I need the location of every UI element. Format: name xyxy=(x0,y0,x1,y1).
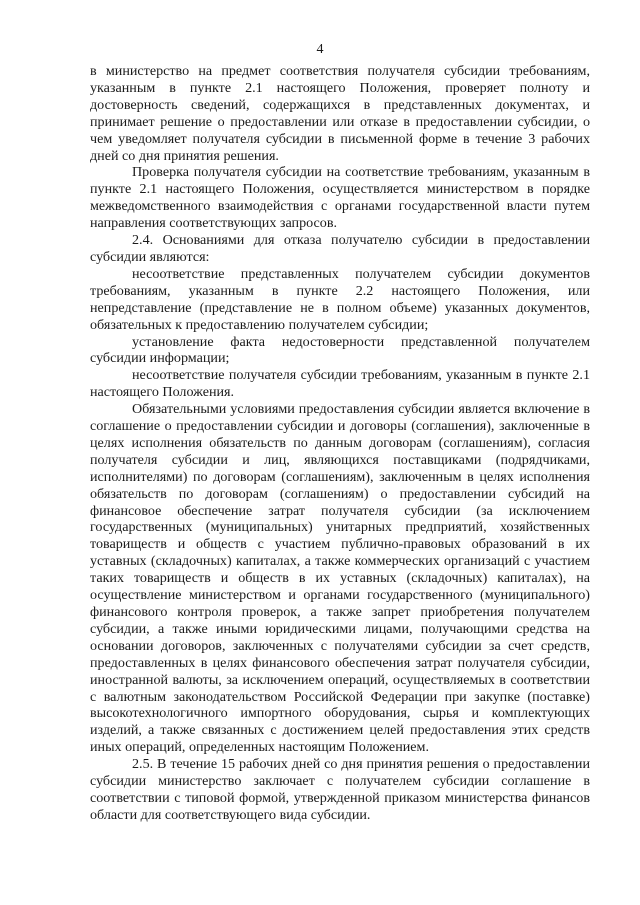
paragraph-continuation: в министерство на предмет соответствия получателя субсидии требованиям, указанным в пункте 2.1 настоящего Положения, проверяет полноту и достоверность сведений, содержащихся в представленных документах, и принимает решение о предоставлении или отказе в предоставлении субсидии, о чем уведомляет получателя субсидии в письменной форме в течение 3 рабочих дней со дня принятия решения. xyxy=(90,63,590,164)
paragraph-section-2-5: 2.5. В течение 15 рабочих дней со дня принятия решения о предоставлении субсидии министерство заключает с получателем субсидии соглашение в соответствии с типовой формой, утвержденной приказом министерства финансов области для соответствующего вида субсидии. xyxy=(90,756,590,823)
paragraph-verification: Проверка получателя субсидии на соответствие требованиям, указанным в пункте 2.1 настоящего Положения, осуществляется министерством в порядке межведомственного взаимодействия с органами государственной власти путем направления соответствующих запросов. xyxy=(90,164,590,232)
paragraph-section-2-4: 2.4. Основаниями для отказа получателю субсидии в предоставлении субсидии являются: xyxy=(90,232,590,265)
paragraph-refusal-ground-1: несоответствие представленных получателем субсидии документов требованиям, указанным в пункте 2.2 настоящего Положения, или непредставление (представление не в полном объеме) указанных документов, обязательных к предоставлению получателем субсидии; xyxy=(90,265,590,333)
paragraph-mandatory-conditions: Обязательными условиями предоставления субсидии является включение в соглашение о предоставлении субсидии и договоры (соглашения), заключенные в целях исполнения обязательств по данным договорам (соглашениям), согласия получателя субсидии и лиц, являющихся поставщиками (подрядчиками, исполнителями) по договорам (соглашениям), заключенным в целях исполнения обязательств по договорам (соглашениям) о предоставлении субсидий на финансовое обеспечение затрат получателя субсидии (за исключением государственных (муниципальных) унитарных предприятий, хозяйственных товариществ и обществ с участием публично-правовых образований в их уставных (складочных) капиталах, а также коммерческих организаций с участием таких товариществ и обществ в их уставных (складочных) капиталах), на осуществление министерством и органами государственного (муниципального) финансового контроля проверок, а также запрет приобретения получателем субсидии, а также иными юридическими лицами, получающими средства на основании договоров, заключенных с получателями субсидии за счет средств, предоставленных в целях финансового обеспечения затрат получателя субсидии, иностранной валюты, за исключением операций, осуществляемых в соответствии с валютным законодательством Российской Федерации при закупке (поставке) высокотехнологичного импортного оборудования, сырья и комплектующих изделий, а также связанных с достижением целей предоставления этих средств иных операций, определенных настоящим Положением. xyxy=(90,401,590,756)
document-body xyxy=(90,63,590,824)
paragraph-refusal-ground-2: установление факта недостоверности представленной получателем субсидии информации; xyxy=(90,333,590,367)
paragraph-refusal-ground-3: несоответствие получателя субсидии требованиям, указанным в пункте 2.1 настоящего Положения. xyxy=(90,367,590,401)
page-number: 4 xyxy=(316,42,324,57)
